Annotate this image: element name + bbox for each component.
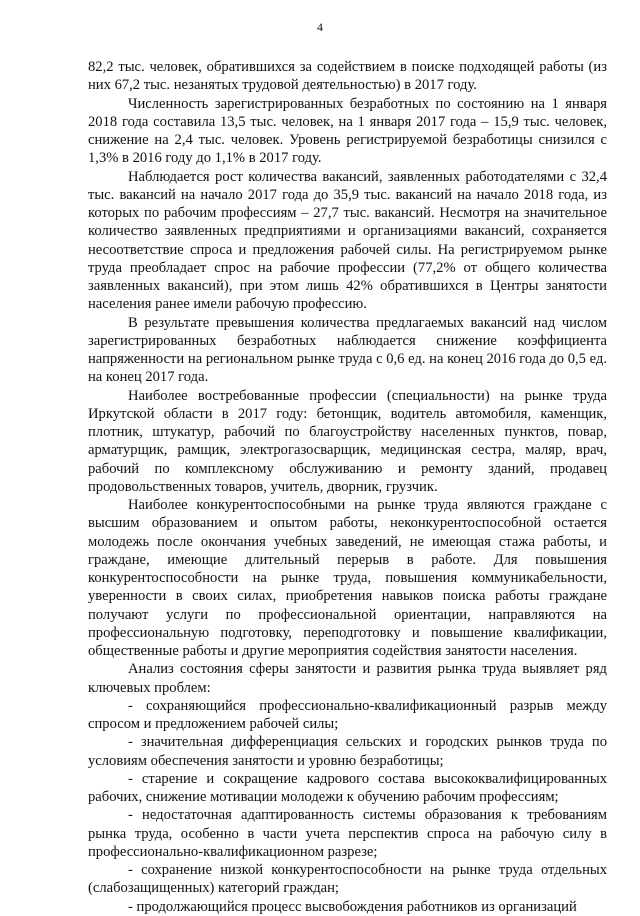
page-number: 4 xyxy=(317,20,323,34)
paragraph-registered-unemployed: Численность зарегистрированных безработных по состоянию на 1 января 2018 года составила 13,5 тыс. человек, на 1 января 2017 года – 15,9 тыс. человек, снижение на 2,4 тыс. человек. Уровень регистрируемой безработицы снизился с 1,3% в 2016 году до 1,1% в 2017 году. xyxy=(88,95,607,167)
list-item-problem: - старение и сокращение кадрового состава высококвалифицированных рабочих, снижение мотивации молодежи к обучению рабочим профессиям; xyxy=(88,770,607,805)
paragraph-analysis-intro: Анализ состояния сферы занятости и развития рынка труда выявляет ряд ключевых проблем: xyxy=(88,661,607,696)
list-item-problem: - значительная дифференциация сельских и городских рынков труда по условиям обеспечения занятости и уровню безработицы; xyxy=(88,734,607,769)
list-item-problem: - сохраняющийся профессионально-квалификационный разрыв между спросом и предложением рабочей силы; xyxy=(88,697,607,732)
paragraph-tension-coefficient: В результате превышения количества предлагаемых вакансий над числом зарегистрированных безработных наблюдается снижение коэффициента напряженности на региональном рынке труда с 0,6 ед. на конец 2016 года до 0,5 ед. на конец 2017 года. xyxy=(88,314,607,386)
list-item-problem: - сохранение низкой конкурентоспособности на рынке труда отдельных (слабозащищенных) категорий граждан; xyxy=(88,862,607,897)
paragraph-continuation: 82,2 тыс. человек, обратившихся за содействием в поиске подходящей работы (из них 67,2 тыс. незанятых трудовой деятельностью) в 2017 году. xyxy=(88,59,607,94)
list-item-problem: - недостаточная адаптированность системы образования к требованиям рынка труда, особенно в части учета перспектив спроса на рабочую силу в профессионально-квалификационном разрезе; xyxy=(88,807,607,860)
paragraph-vacancies: Наблюдается рост количества вакансий, заявленных работодателями с 32,4 тыс. вакансий на начало 2017 года до 35,9 тыс. вакансий на начало 2018 года, из которых по рабочим профессиям – 27,7 тыс. вакансий. Несмотря на значительное количество заявленных предприятиями и организациями вакансий, сохраняется несоответствие спроса и предложения рабочей силы. На регистрируемом рынке труда преобладает спрос на рабочие профессии (77,2% от общего количества заявленных вакансий), при этом лишь 42% обратившихся в Центры занятости населения ранее имели рабочую профессию. xyxy=(88,168,607,313)
list-item-problem: - продолжающийся процесс высвобождения работников из организаций xyxy=(128,898,577,915)
paragraph-demanded-professions: Наиболее востребованные профессии (специальности) на рынке труда Иркутской области в 2017 году: бетонщик, водитель автомобиля, каменщик, плотник, штукатур, рабочий по благоустройству населенных пунктов, повар, арматурщик, рамщик, электрогазосварщик, медицинская сестра, маляр, врач, рабочий по комплексному обслуживанию и ремонту зданий, продавец продовольственных товаров, учитель, дворник, грузчик. xyxy=(88,387,607,495)
paragraph-competitiveness: Наиболее конкурентоспособными на рынке труда являются граждане с высшим образованием и опытом работы, неконкурентоспособной остается молодежь после окончания учебных заведений, не имеющая стажа работы, и граждане, имеющие длительный перерыв в работе. Для повышения конкурентоспособности на рынке труда, повышения коммуникабельности, уверенности в своих силах, приобретения навыков поиска работы граждане получают услуги по профессиональной ориентации, направляются на профессиональную подготовку, переподготовку и повышение квалификации, общественные работы и другие мероприятия содействия занятости населения. xyxy=(88,497,607,659)
document-body xyxy=(88,58,607,916)
